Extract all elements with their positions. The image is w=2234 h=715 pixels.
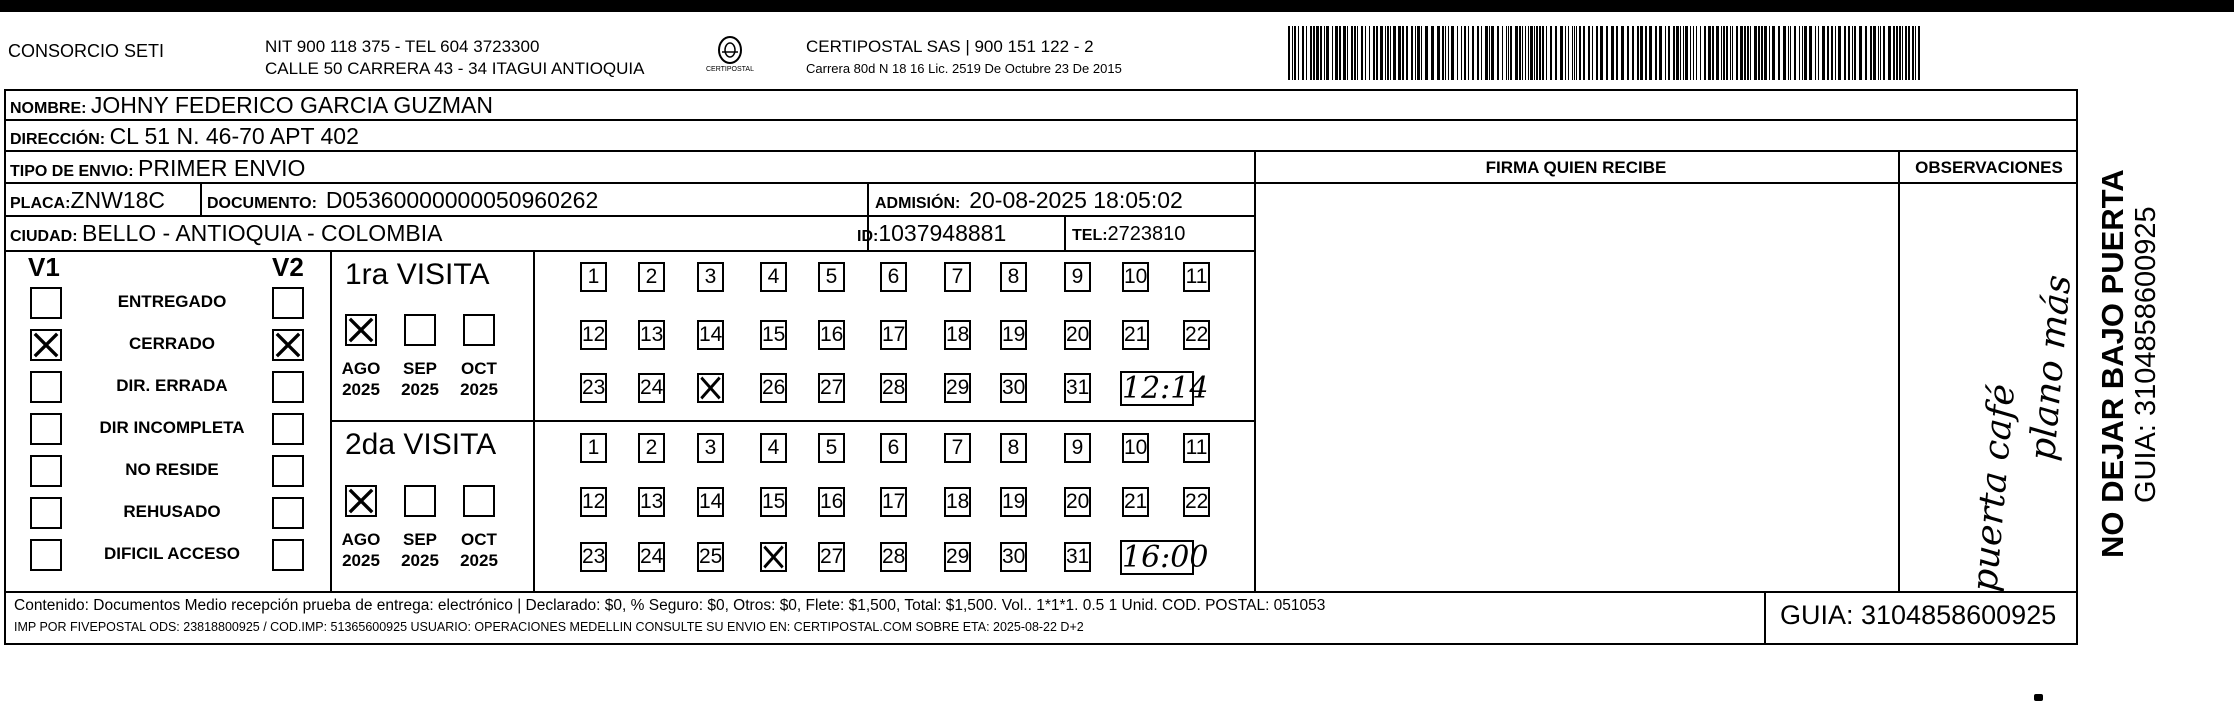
license-line: Carrera 80d N 18 16 Lic. 2519 De Octubre 23 De 2015: [806, 61, 1122, 76]
status-option-label: REHUSADO: [123, 502, 221, 521]
visit1-day-box[interactable]: 16: [818, 320, 845, 350]
visit2-day-box[interactable]: 7: [944, 433, 971, 463]
visit1-month-checkbox[interactable]: [463, 314, 495, 346]
visit2-month-checkbox[interactable]: [404, 485, 436, 517]
visit2-day-box[interactable]: 3: [697, 433, 724, 463]
v1-label: V1: [28, 252, 60, 282]
v2-checkbox[interactable]: [272, 413, 304, 445]
visit1-day-box[interactable]: 24: [638, 373, 665, 403]
visit2-time-box: [1120, 540, 1209, 575]
visit1-day-box[interactable]: 8: [1000, 262, 1027, 292]
id-field: ID:1037948881: [857, 220, 1007, 246]
visit2-day-box[interactable]: 1: [580, 433, 607, 463]
visit1-day-box[interactable]: 10: [1122, 262, 1149, 292]
signature-label: FIRMA QUIEN RECIBE: [1485, 158, 1667, 177]
visit2-day-box[interactable]: 5: [818, 433, 845, 463]
visit1-time-value: 12:14: [1122, 371, 1209, 406]
v1-checkbox[interactable]: [30, 539, 62, 571]
address-line: CALLE 50 CARRERA 43 - 34 ITAGUI ANTIOQUIA: [265, 59, 645, 78]
city-field: CIUDAD: BELLO - ANTIOQUIA - COLOMBIA: [10, 220, 443, 246]
status-option-label: DIR. ERRADA: [116, 376, 228, 395]
visit1-month-label: AGO 2025: [341, 359, 381, 399]
company-name: CONSORCIO SETI: [8, 41, 165, 61]
certipostal-line: CERTIPOSTAL SAS | 900 151 122 - 2: [806, 37, 1094, 56]
visit1-day-box[interactable]: 19: [1000, 320, 1027, 350]
observations-label: OBSERVACIONES: [1915, 158, 2063, 177]
visit2-day-box[interactable]: 25: [697, 542, 724, 572]
handwritten-note-2: plano más: [2022, 273, 2080, 463]
visit2-month-label: SEP 2025: [401, 530, 439, 570]
tel-field: TEL:2723810: [1072, 223, 1186, 245]
visit2-day-box[interactable]: 9: [1064, 433, 1091, 463]
document-field: DOCUMENTO: D05360000000050960262: [207, 187, 599, 213]
visit2-month-checkbox[interactable]: [463, 485, 495, 517]
visit1-month-label: OCT 2025: [460, 359, 498, 399]
v2-checkbox[interactable]: [272, 287, 304, 319]
barcode: [1288, 26, 1924, 80]
v2-label: V2: [272, 252, 304, 282]
visit1-title: 1ra VISITA: [345, 258, 490, 291]
visit2-day-box[interactable]: 11: [1183, 433, 1210, 463]
visit1-day-box[interactable]: 12: [580, 320, 607, 350]
name-field: NOMBRE: JOHNY FEDERICO GARCIA GUZMAN: [10, 92, 494, 118]
status-option-label: ENTREGADO: [117, 292, 227, 311]
visit1-day-box[interactable]: 29: [944, 373, 971, 403]
visit1-day-box[interactable]: 22: [1183, 320, 1210, 350]
visit2-day-box[interactable]: 30: [1000, 542, 1027, 572]
visit2-day-box[interactable]: 8: [1000, 433, 1027, 463]
certipostal-logo: [700, 34, 760, 80]
visit1-day-box[interactable]: 23: [580, 373, 607, 403]
status-option-label: DIFICIL ACCESO: [103, 544, 240, 563]
handwritten-note-1: puerta café: [1964, 382, 2024, 594]
visit2-day-box[interactable]: 16: [818, 487, 845, 517]
status-option-label: NO RESIDE: [125, 460, 219, 479]
visit2-day-box[interactable]: 17: [880, 487, 907, 517]
imp-line: IMP POR FIVEPOSTAL ODS: 23818800925 / COD.IMP: 51365600925 USUARIO: OPERACIONES MEDELLIN CONSULTE SU ENVIO EN: CERTIPOSTAL.COM SOBRE ETA: 2025-08-22 D+2: [14, 620, 1084, 634]
visit1-day-box[interactable]: 6: [880, 262, 907, 292]
v2-checkbox[interactable]: [272, 371, 304, 403]
visit2-day-box[interactable]: 15: [760, 487, 787, 517]
top-border: [0, 0, 2234, 12]
visit1-month-label: SEP 2025: [401, 359, 439, 399]
v2-checkbox[interactable]: [272, 497, 304, 529]
visit1-day-box[interactable]: 20: [1064, 320, 1091, 350]
admission-field: ADMISIÓN: 20-08-2025 18:05:02: [875, 187, 1183, 213]
status-option-label: CERRADO: [129, 334, 215, 353]
visit2-title: 2da VISITA: [345, 428, 497, 461]
visit1-day-box[interactable]: 14: [697, 320, 724, 350]
visit2-time-value: 16:00: [1122, 540, 1209, 575]
send-type-field: TIPO DE ENVIO: PRIMER ENVIO: [10, 155, 306, 181]
visit2-day-box[interactable]: 21: [1122, 487, 1149, 517]
visit2-day-box[interactable]: 31: [1064, 542, 1091, 572]
v2-checkbox[interactable]: [272, 329, 304, 361]
visit1-month-checkbox[interactable]: [404, 314, 436, 346]
visit2-day-box[interactable]: 6: [880, 433, 907, 463]
visit1-day-box[interactable]: [697, 373, 724, 403]
visit1-month-checkbox[interactable]: [345, 314, 377, 346]
v2-checkbox[interactable]: [272, 455, 304, 487]
visit1-day-box[interactable]: 31: [1064, 373, 1091, 403]
v1-checkbox[interactable]: [30, 497, 62, 529]
side-warning: NO DEJAR BAJO PUERTA: [2095, 169, 2130, 558]
visit1-day-box[interactable]: 28: [880, 373, 907, 403]
visit2-day-box[interactable]: 12: [580, 487, 607, 517]
visit2-month-label: OCT 2025: [460, 530, 498, 570]
address-field: DIRECCIÓN: CL 51 N. 46-70 APT 402: [10, 123, 359, 149]
visit1-day-box[interactable]: 13: [638, 320, 665, 350]
visit2-day-box[interactable]: [760, 542, 787, 572]
visit1-day-box[interactable]: 18: [944, 320, 971, 350]
ink-dot: [2034, 694, 2043, 701]
visit2-day-box[interactable]: 28: [880, 542, 907, 572]
visit1-day-box[interactable]: 5: [818, 262, 845, 292]
visit1-day-box[interactable]: 11: [1183, 262, 1210, 292]
visit2-day-box[interactable]: 19: [1000, 487, 1027, 517]
nit-line: NIT 900 118 375 - TEL 604 3723300: [265, 37, 540, 56]
visit2-day-box[interactable]: 29: [944, 542, 971, 572]
status-option-label: DIR INCOMPLETA: [99, 418, 245, 437]
visit1-day-box[interactable]: 26: [760, 373, 787, 403]
visit1-day-box[interactable]: 4: [760, 262, 787, 292]
visit2-month-label: AGO 2025: [341, 530, 381, 570]
visit1-day-box[interactable]: 7: [944, 262, 971, 292]
visit2-day-box[interactable]: 18: [944, 487, 971, 517]
v2-checkbox[interactable]: [272, 539, 304, 571]
visit2-day-box[interactable]: 13: [638, 487, 665, 517]
v1-checkbox[interactable]: [30, 371, 62, 403]
content-line: Contenido: Documentos Medio recepción prueba de entrega: electrónico | Declarado: $0, % Seguro: $0, Otros: $0, Flete: $1,500, Total: $1,500. Vol.. 1*1*1. 0.5 1 Unid. COD. POSTAL: 051053: [14, 597, 1326, 614]
visit1-day-box[interactable]: 17: [880, 320, 907, 350]
visit1-day-box[interactable]: 1: [580, 262, 607, 292]
visit1-day-box[interactable]: 27: [818, 373, 845, 403]
visit1-day-box[interactable]: 3: [697, 262, 724, 292]
visit1-day-box[interactable]: 2: [638, 262, 665, 292]
plate-field: PLACA:ZNW18C: [10, 187, 165, 213]
visit2-day-box[interactable]: 14: [697, 487, 724, 517]
visit2-day-box[interactable]: 27: [818, 542, 845, 572]
logo-text: CERTIPOSTAL: [706, 66, 754, 73]
guia-box: GUIA: 3104858600925: [1780, 600, 2057, 630]
visit2-day-box[interactable]: 20: [1064, 487, 1091, 517]
v1-checkbox[interactable]: [30, 455, 62, 487]
visit1-day-box[interactable]: 21: [1122, 320, 1149, 350]
visit1-day-box[interactable]: 9: [1064, 262, 1091, 292]
visit2-day-box[interactable]: 24: [638, 542, 665, 572]
v1-checkbox[interactable]: [30, 287, 62, 319]
visit2-day-box[interactable]: 4: [760, 433, 787, 463]
visit1-day-box[interactable]: 30: [1000, 373, 1027, 403]
visit1-time-box: [1120, 371, 1209, 406]
visit2-day-box[interactable]: 22: [1183, 487, 1210, 517]
visit2-day-box[interactable]: 10: [1122, 433, 1149, 463]
side-guia: GUIA: 3104858600925: [2130, 206, 2162, 503]
visit2-day-box[interactable]: 23: [580, 542, 607, 572]
v1-checkbox[interactable]: [30, 329, 62, 361]
visit2-month-checkbox[interactable]: [345, 485, 377, 517]
logo-icon: [700, 34, 760, 80]
v1-checkbox[interactable]: [30, 413, 62, 445]
visit1-day-box[interactable]: 15: [760, 320, 787, 350]
visit2-day-box[interactable]: 2: [638, 433, 665, 463]
